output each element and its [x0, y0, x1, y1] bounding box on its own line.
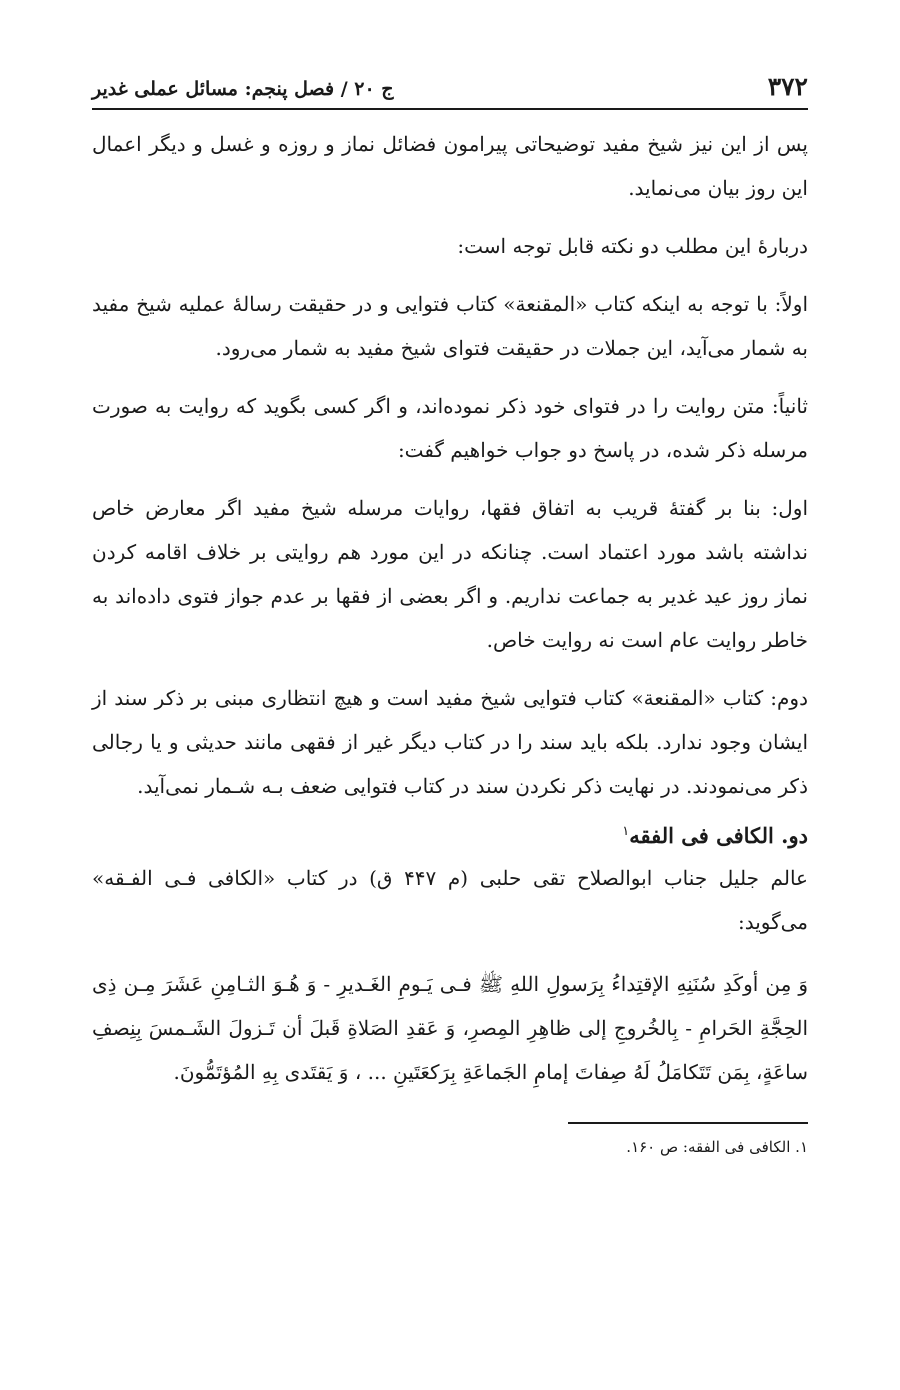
paragraph-2: دربارهٔ این مطلب دو نکته قابل توجه است:	[457, 234, 808, 258]
arabic-quote: وَ مِن أوکَدِ سُنَنِهِ الإقتِداءُ بِرَسولِ اللهِ ﷺ فـی یَـومِ الغَـدیرِ - وَ هُـوَ الثـامِنِ عَشَرَ مِـن ذِی الحِجَّةِ الحَرامِ - بِالخُروجِ إلی ظاهِرِ المِصرِ، وَ عَقدِ الصَلاةِ قَبلَ أن تَـزولَ الشَـمسَ بِنِصفِ ساعَةٍ، بِمَن تَتَکامَلُ لَهُ صِفاتَ إمامِ الجَماعَةِ بِرَکعَتَینِ ... ، وَ یَقتَدی بِهِ المُؤتَمُّونَ.	[92, 972, 808, 1084]
paragraph-1: پس از این نیز شیخ مفید توضیحاتی پیرامون فضائل نماز و روزه و غسل و دیگر اعمال این روز بیان می‌نماید.	[92, 132, 808, 200]
paragraph-5: اول: بنا بر گفتهٔ قریب به اتفاق فقها، روایات مرسله شیخ مفید اگر معارض خاص نداشته باشد مورد اعتماد است. چنانکه در این مورد هم روایتی بر خلاف اقامه کردن نماز روز عید غدیر به جماعت نداریم. و اگر بعضی از فقها بر عدم جواز فتوی داده‌اند به خاطر روایت عام است نه روایت خاص.	[92, 496, 808, 652]
paragraph-3: اولاً: با توجه به اینکه کتاب «المقنعة» کتاب فتوایی و در حقیقت رسالهٔ عملیه شیخ مفید به شمار می‌آید، این جملات در حقیقت فتوای شیخ مفید به شمار می‌رود.	[92, 292, 808, 360]
page-body	[92, 122, 808, 1158]
book-page	[92, 68, 808, 1368]
footnote-divider	[568, 1122, 808, 1124]
section-intro: عالم جلیل جناب ابوالصلاح تقی حلبی (م ۴۴۷ ق) در کتاب «الکافی فـی الفـقه» می‌گوید:	[92, 866, 808, 934]
section-heading	[92, 812, 808, 856]
running-title: ج ۲۰ / فصل پنجم: مسائل عملی غدیر	[92, 78, 394, 100]
paragraph-6: دوم: کتاب «المقنعة» کتاب فتوایی شیخ مفید است و هیچ انتظاری مبنی بر ذکر سند از ایشان وجود ندارد. بلکه باید سند را در کتاب دیگر غیر از فقهی مانند حدیثی و یا رجالی ذکر می‌نمودند. در نهایت ذکر نکردن سند در کتاب فتوایی ضعف بـه شـمار نمی‌آید.	[92, 686, 809, 798]
running-head	[92, 68, 808, 110]
footnote: ۱. الکافی فی الفقه: ص ۱۶۰.	[626, 1138, 808, 1156]
footnote-marker: ۱	[622, 824, 630, 839]
page-number: ۳۷۲	[767, 72, 808, 101]
paragraph-4: ثانیاً: متن روایت را در فتوای خود ذکر نموده‌اند، و اگر کسی بگوید که روایت به صورت مرسله ذکر شده، در پاسخ دو جواب خواهیم گفت:	[92, 394, 808, 462]
section-heading-text: دو. الکافی فی الفقه	[629, 823, 808, 848]
